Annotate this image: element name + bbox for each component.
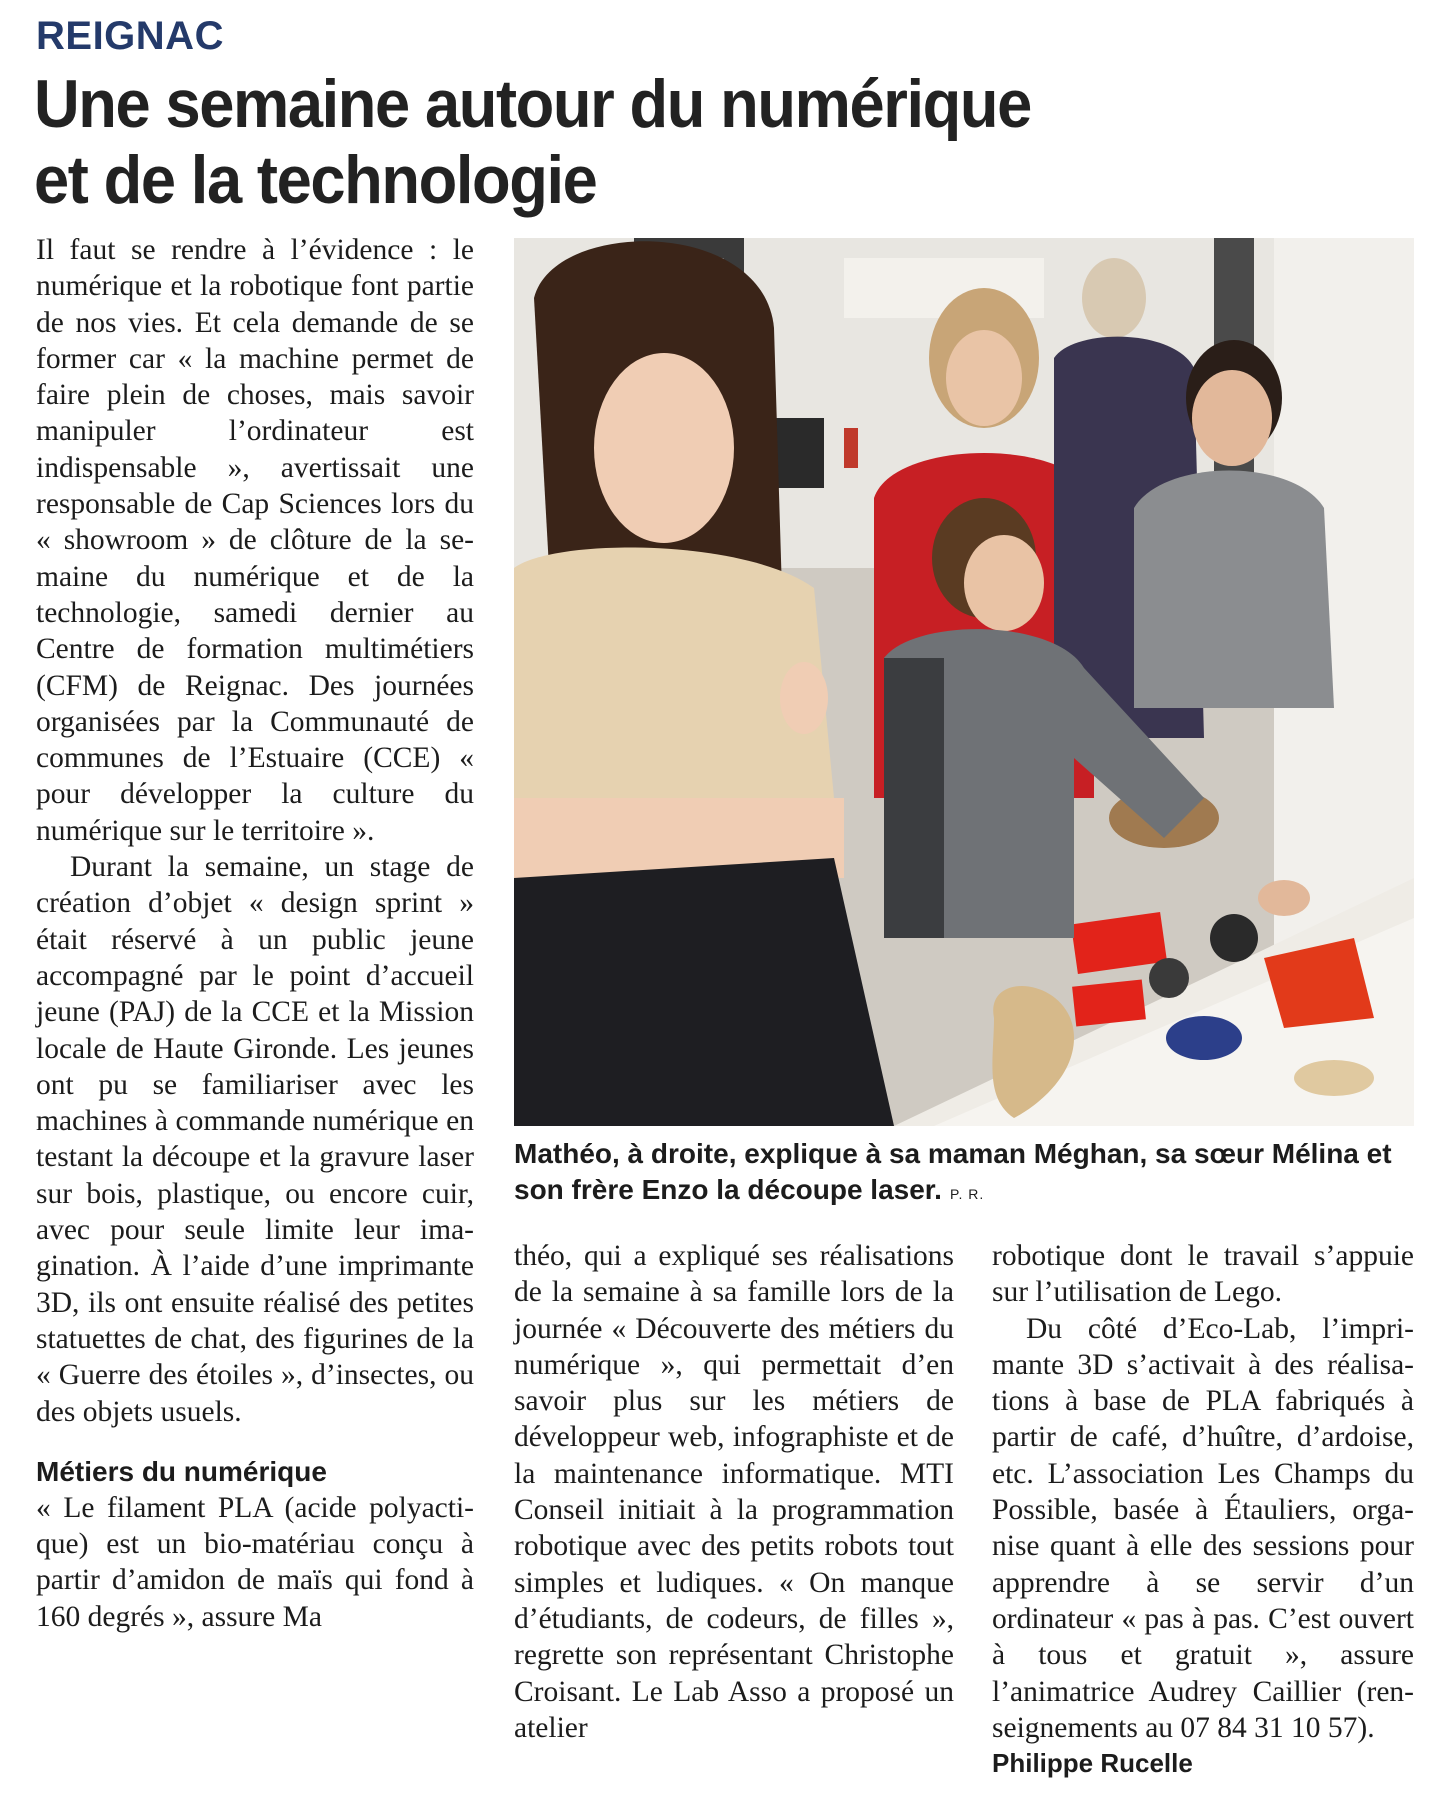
- article-column-1: [36, 232, 474, 1635]
- section-label: REIGNAC: [36, 14, 224, 58]
- paragraph-6: Du côté d’Eco-Lab, l’imprimante 3D s’activait à des réalisations à base de PLA fabriqués à partir de café, d’huître, d’ardoise, etc. L’association Les Champs du Possible, basée à Étauliers, organise quant à elle des sessions pour apprendre à se servir d’un ordinateur « pas à pas. C’est ouvert à tous et gratuit », assure l’animatrice Audrey Caillier (renseignements au 07 84 31 10 57).: [992, 1312, 1414, 1744]
- paragraph-3: « Le filament PLA (acide polyactique) est un bio-matériau conçu à partir d’amidon de maïs qui fond à 160 degrés », assure Ma: [36, 1491, 474, 1633]
- article-column-3: [992, 1238, 1414, 1780]
- subheading: Métiers du numérique: [36, 1455, 327, 1487]
- article-column-2: [514, 1238, 954, 1746]
- article-photo: [514, 238, 1414, 1126]
- caption-text: Mathéo, à droite, explique à sa maman Méghan, sa sœur Mélina et son frère Enzo la découpe laser.: [514, 1138, 1392, 1205]
- paragraph-2: Durant la semaine, un stage de création d’objet « design sprint » était réservé à un public jeune accompagné par le point d’accueil jeune (PAJ) de la CCE et la Mission locale de Haute Gironde. Les jeunes ont pu se familiariser avec les machines à commande numérique en testant la découpe et la gravure laser sur bois, plastique, ou encore cuir, avec pour seule limite leur imagination. À l’aide d’une imprimante 3D, ils ont ensuite réalisé des petites statuettes de chat, des figurines de la « Guerre des étoiles », d’insectes, ou des objets usuels.: [36, 851, 474, 1428]
- photo-credit: P. R.: [949, 1186, 985, 1202]
- photo-illustration: [514, 238, 1414, 1126]
- paragraph-1: Il faut se rendre à l’évidence : le numérique et la robotique font partie de nos vies. Et cela demande de se former car « la machine permet de faire plein de choses, mais savoir manipuler l’ordinateur est indispensable », avertissait une responsable de Cap Sciences lors du « showroom » de clôture de la semaine du numérique et de la technologie, samedi dernier au Centre de formation multimétiers (CFM) de Reignac. Des journées organisées par la Communauté de communes de l’Estuaire (CCE) « pour développer la culture du numérique sur le territoire ».: [36, 234, 474, 847]
- headline-line-2: et de la technologie: [34, 142, 597, 218]
- paragraph-5: robotique dont le travail s’appuie sur l’utilisation de Lego.: [992, 1240, 1414, 1309]
- author-signature: Philippe Rucelle: [992, 1748, 1193, 1779]
- headline-line-1: Une semaine autour du numérique: [34, 66, 1031, 142]
- paragraph-4: théo, qui a expliqué ses réalisations de la semaine à sa famille lors de la journée « Découverte des métiers du numérique », qui permettait d’en savoir plus sur les métiers de développeur web, infographiste et de la maintenance informatique. MTI Conseil initiait à la programmation robotique avec des petits robots tout simples et ludiques. « On manque d’étudiants, de codeurs, de filles », regrette son représentant Christophe Croisant. Le Lab Asso a proposé un atelier: [514, 1240, 954, 1744]
- article-headline: [34, 66, 1317, 218]
- photo-caption: [514, 1136, 1414, 1212]
